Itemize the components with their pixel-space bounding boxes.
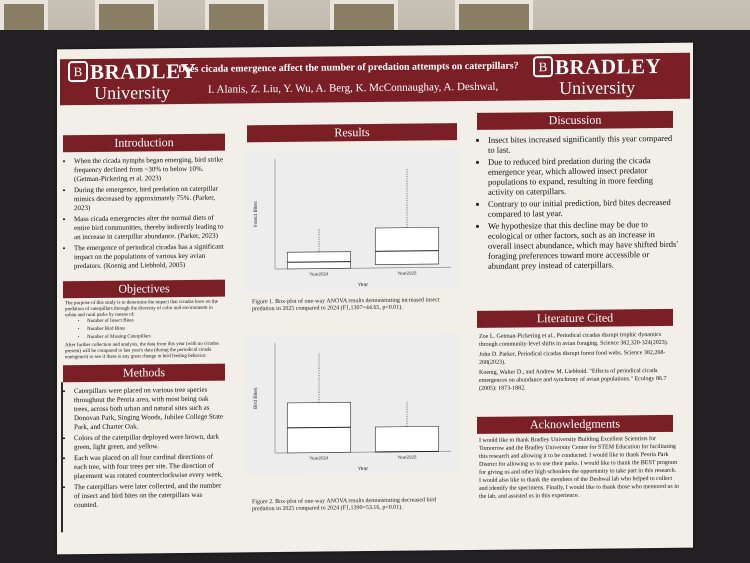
introduction-bullet: • The emergence of periodical cicadas has a significant impact on the populations of various key avian predators. (Koenig and Liebhold, 2005)	[74, 243, 225, 272]
methods-text	[65, 386, 225, 513]
acknowledgments-heading: Acknowledgments	[477, 415, 673, 434]
objectives-intro: The purpose of this study is to determine the impact that cicadas have on the predation of caterpillars through the diversity of color and environment in urban and rural parks by means of:	[65, 299, 219, 319]
objectives-heading: Objectives	[63, 280, 225, 299]
x-tick-label: Year2024	[309, 455, 329, 461]
acknowledgments-text: I would like to thank Bradley University Building Excellent Scientists for Tomorrow and the Bradley University Center for STEM Education for facilitating this research and allowing it to be conducted. I would like to thank Peoria Park District for allowing us to use their parks. I would like to thank the BEST program for giving us and other high schoolers the opportunity to take part in this research. I would also like to thank the members of the Deshwal lab who helped to collect and identify the specimens. Finally, I would like to thank those who mentored us in the lab, and assisted us in this experience.	[479, 436, 679, 500]
poster-header	[60, 53, 690, 106]
box-body	[375, 426, 438, 452]
bradley-logo-right	[533, 55, 661, 97]
methods-bullet: • Each was placed on all four cardinal directions of each tree, with four trees per site. The direction of placement was rotated counterclockwise every week.	[74, 453, 225, 482]
box-median	[375, 251, 438, 252]
introduction-bullet: • During the emergence, bird predation on caterpillar mimics decreased by approximately 75%. (Parker, 2023)	[74, 185, 225, 214]
box-body	[287, 252, 350, 269]
box-body	[375, 227, 438, 264]
results-heading: Results	[247, 123, 457, 142]
discussion-bullet: • Due to reduced bird predation during the cicada emergence year, which allowed insect predator populations to expand, resulting in more feeding activity on caterpillars.	[488, 155, 679, 197]
discussion-bullet: • We hypothesize that this decline may be due to ecological or other factors, such as an increase in overall insect abundance, which may have shifted birds' foraging preferences toward more accessible or abundant prey instead of caterpillars.	[488, 219, 679, 271]
x-tick-label: Year2025	[397, 270, 417, 276]
reference-entry: Koenig, Walter D., and Andrew M. Liebhold. "Effects of periodical cicada emergences on abundance and synchrony of avian populations." Ecology 86.7 (2005): 1873-1882.	[479, 368, 667, 392]
x-tick-label: Year2025	[397, 454, 417, 460]
figure1-caption: Figure 1. Box-plot of one-way ANOVA results demonstrating increased insect predation in 2025 compared to 2024 (F1,1307=44.65, p<0.01).	[252, 297, 440, 313]
literature-text	[479, 331, 679, 395]
poster-authors: I. Alanis, Z. Liu, Y. Wu, A. Berg, K. McConnaughay, A. Deshwal,	[208, 80, 499, 96]
bradley-b-icon: B	[533, 56, 553, 77]
literature-heading: Literature Cited	[477, 309, 673, 328]
bradley-b-icon: B	[68, 61, 88, 82]
methods-heading: Methods	[63, 364, 225, 383]
discussion-bullet: • Insect bites increased significantly this year compared to last.	[488, 133, 679, 155]
box-median	[287, 262, 350, 263]
figure2-boxplot	[247, 333, 459, 475]
figure1-boxplot	[247, 149, 459, 291]
discussion-bullet: • Contrary to our initial prediction, bird bites decreased compared to last year.	[488, 197, 679, 219]
methods-bullet: • Caterpillars were placed on various tree species throughout the Peoria area, with most being oak trees, across both urban and natural sites such as Donovan Park, Singing Woods, Jubilee College State Park, and Charter Oak.	[74, 386, 225, 433]
logo-sub: University	[559, 77, 636, 99]
objective-item: • Number of Missing Caterpillars	[87, 334, 225, 341]
introduction-bullet: • When the cicada nymphs began emerging, bird strike frequency declined from ~30% to below 10%. (Getman-Pickering et al. 2023)	[74, 156, 225, 185]
introduction-heading: Introduction	[63, 134, 225, 153]
x-tick-label: Year2024	[309, 271, 329, 277]
reference-entry: John D. Parker, Periodical cicadas disrupt forest food webs. Science 382,268-268(2023).	[479, 349, 666, 366]
introduction-bullet: • Mass cicada emergencies alter the normal diets of entire bird communities, thereby indirectly leading to an increase in caterpillar abundance. (Parker, 2023)	[74, 214, 225, 243]
figure2-caption: Figure 2. Box-plot of one-way ANOVA results demonstrating decreased bird predation in 2025 compared to 2024 (F1,1390=53.16, p<0.01).	[252, 497, 437, 513]
logo-word: BRADLEY	[90, 58, 197, 84]
logo-sub: University	[94, 82, 171, 103]
box-median	[287, 427, 350, 428]
y-axis-label: Bird Bites	[253, 387, 259, 409]
poster-title: Does cicada emergence affect the number of predation attempts on caterpillars?	[178, 60, 519, 76]
objective-item: • Number of Insect Bites	[87, 318, 225, 325]
objectives-text	[65, 300, 225, 362]
discussion-text	[479, 133, 679, 273]
bradley-logo-left	[68, 60, 196, 102]
introduction-text	[65, 156, 225, 274]
x-axis-label: Year	[357, 282, 369, 289]
y-axis-label: Insect Bites	[253, 201, 259, 228]
logo-word: BRADLEY	[555, 54, 662, 80]
research-poster	[57, 43, 693, 555]
reference-entry: Zoe L. Getman-Pickering et al., Periodical cicadas disrupt trophic dynamics through community-level shifts in avian foraging. Science 382,320-324(2023).	[479, 332, 669, 348]
methods-bullet: • Colors of the caterpillar deployed were brown, dark green, light green, and yellow.	[74, 433, 225, 453]
box-median	[375, 451, 438, 452]
x-axis-label: Year	[357, 466, 369, 473]
discussion-heading: Discussion	[477, 111, 673, 130]
objective-item: • Number Bird Bites	[87, 326, 225, 333]
methods-bullet: • The caterpillars were later collected, and the number of insect and bird bites on the caterpillars was counted.	[74, 482, 225, 511]
objectives-after: After further collection and analysis, the data from this year (with no cicadas present) will be compared to last year's data (during the periodical cicada emergence) to see if there is any great change in bird feeding behavior.	[65, 341, 219, 361]
